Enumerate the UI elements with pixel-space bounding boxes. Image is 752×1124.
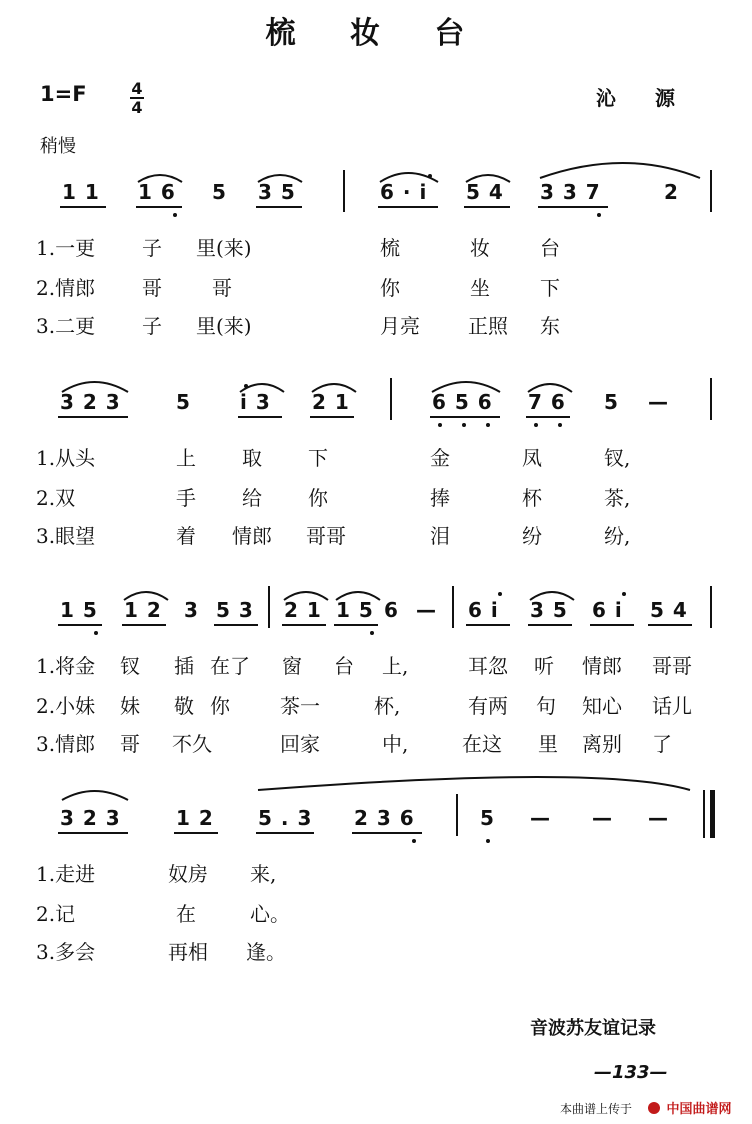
lyric-word: 2.小妹 [36,694,96,718]
lyric-word: 钗, [604,446,631,470]
lyric-word: 回家 [280,732,320,756]
note-group: 3 2 3 [60,390,121,414]
note-group: — [416,598,437,622]
lyric-word: 1.将金 [36,654,96,678]
song-region: 沁 源 [596,86,691,110]
slur [258,777,690,790]
note-group: 1 1 [62,180,100,204]
lyric-word: 杯, [374,694,401,718]
note-group: 2 1 [312,390,350,414]
note-group: 3 2 3 [60,806,121,830]
note-group: 5 [176,390,191,414]
lyric-word: 中, [382,732,409,756]
lyric-word: 茶, [604,486,631,510]
page-number: —133— [594,1062,668,1083]
lyric-word: 上 [176,446,196,470]
lyric-word: 1.走进 [36,862,96,886]
note-group: 5 3 [216,598,254,622]
slur [258,175,302,182]
note-group: 1 5 [336,598,374,622]
lyric-word: 下 [308,446,328,470]
lyric-word: 台 [334,654,354,678]
note-group: — [648,390,669,414]
site-name: 中国曲谱网 [666,1102,732,1117]
note-group: 7 6 [528,390,566,414]
note-group: 1 6 [138,180,176,204]
lyric-word: 3.情郎 [36,732,96,756]
lyric-word: 窗 [282,654,302,678]
note-group: 5 4 [466,180,504,204]
slur [336,592,380,600]
lyric-word: 茶一 [280,694,320,718]
note-group: 5 [604,390,619,414]
lyric-word: 心。 [250,902,290,926]
lyric-word: 2.情郎 [36,276,96,300]
lyric-word: 话儿 [652,694,692,718]
lyric-word: 哥 [120,732,140,756]
slur [540,163,700,178]
note-group: 6 i [468,598,499,622]
lyric-word: 金 [430,446,450,470]
song-title: 梳 妆 台 [265,16,487,51]
note-group: 3 [184,598,199,622]
lyric-word: 哥哥 [306,524,346,548]
slur [530,592,574,600]
lyric-word: 奴房 [168,862,208,886]
lyric-word: 句 [536,694,556,718]
lyric-word: 取 [242,446,262,470]
slur [284,592,328,600]
lyric-word: 在这 [462,732,502,756]
slur [240,384,284,392]
note-group: 5 [212,180,227,204]
lyric-word: 2.双 [36,486,76,510]
lyric-word: 正照 [468,314,508,338]
lyric-word: 情郎 [232,524,272,548]
lyric-word: 凤 [522,446,542,470]
upload-note: 本曲谱上传于 [560,1102,633,1116]
lyric-word: 捧 [430,486,450,510]
lyric-word: 着 [176,524,196,548]
slur [432,382,500,392]
lyric-word: 在 [176,902,196,926]
lyric-word: 2.记 [36,902,76,926]
note-group: — [648,806,669,830]
note-group: i 3 [240,390,271,414]
lyric-word: 1.一更 [36,236,96,260]
lyric-word: 妆 [470,236,490,260]
note-group: 1 5 [60,598,98,622]
slur [62,791,128,800]
slur [138,175,182,182]
note-group: 2 3 6 [354,806,415,830]
lyric-word: 泪 [430,524,450,548]
lyric-word: 离别 [582,732,622,756]
site-logo[interactable] [648,1098,732,1117]
lyric-word: 哥 [142,276,162,300]
lyric-word: 里(来) [196,314,252,338]
lyric-word: 梳 [380,236,400,260]
recorder-credit: 音波苏友谊记录 [530,1018,656,1039]
note-group: 5 [480,806,495,830]
lyric-word: 知心 [582,694,622,718]
lyric-word: 不久 [172,732,212,756]
slur [312,384,356,392]
lyric-word: 月亮 [380,314,420,338]
lyric-word: 再相 [168,940,208,964]
tempo-marking: 稍慢 [40,136,76,157]
lyric-word: 手 [176,486,196,510]
lyric-word: 纷, [604,524,631,548]
lyric-word: 哥哥 [652,654,692,678]
note-group: 1 2 [124,598,162,622]
lyric-word: 杯 [522,486,542,510]
key-signature: 1=F [40,82,87,106]
site-logo-icon [648,1102,660,1114]
lyric-word: 东 [540,314,560,338]
lyric-word: 3.多会 [36,940,96,964]
note-group: — [592,806,613,830]
note-group: 6 5 6 [432,390,493,414]
slur [528,384,572,392]
lyric-word: 耳忽 [468,654,508,678]
lyric-word: 了 [652,732,672,756]
lyric-word: 你 [380,276,400,300]
lyric-word: 听 [534,654,554,678]
lyric-word: 里 [538,732,558,756]
lyric-word: 下 [540,276,560,300]
meter-top: 4 [131,79,143,98]
note-group: 6 [384,598,399,622]
lyric-word: 钗 [120,654,140,678]
lyric-word: 子 [142,314,162,338]
note-group: 3 5 [530,598,568,622]
lyric-word: 1.从头 [36,446,96,470]
lyric-word: 给 [242,486,262,510]
lyric-word: 情郎 [582,654,622,678]
note-group: 3 3 7 [540,180,601,204]
lyric-word: 来, [250,862,277,886]
note-group: 2 1 [284,598,322,622]
lyric-word: 你 [210,694,230,718]
lyric-word: 哥 [212,276,232,300]
note-group: 6 · i [380,180,428,204]
lyric-word: 妹 [120,694,140,718]
meter-bottom: 4 [131,98,143,117]
lyric-word: 里(来) [196,236,252,260]
lyric-word: 插 [174,654,194,678]
slur [124,592,168,600]
note-group: — [530,806,551,830]
note-group: 6 i [592,598,623,622]
lyric-word: 有两 [468,694,508,718]
lyric-word: 上, [382,654,409,678]
slur [62,382,128,392]
note-group: 3 5 [258,180,296,204]
lyric-word: 台 [540,236,560,260]
lyric-word: 你 [308,486,328,510]
note-group: 2 [664,180,679,204]
note-group: 1 2 [176,806,214,830]
note-group: 5 4 [650,598,688,622]
note-group: 5 . 3 [258,806,313,830]
lyric-word: 子 [142,236,162,260]
slur [380,173,438,182]
lyric-word: 3.眼望 [36,524,96,548]
lyric-word: 在了 [210,654,250,678]
lyric-word: 坐 [470,276,490,300]
lyric-word: 敬 [174,694,194,718]
lyric-word: 3.二更 [36,314,96,338]
lyric-word: 逢。 [246,940,286,964]
slur [466,175,510,182]
lyric-word: 纷 [522,524,542,548]
